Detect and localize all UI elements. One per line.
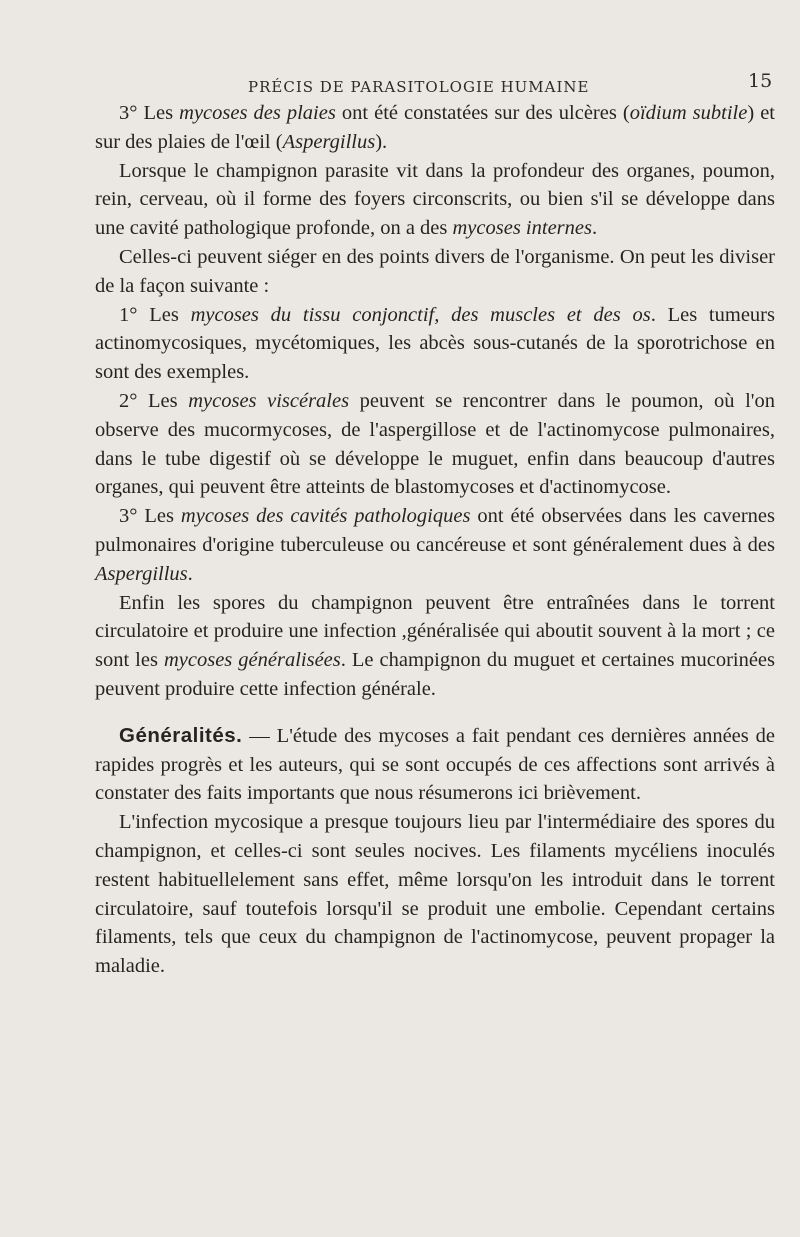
paragraph-generalites [95, 722, 775, 808]
text-run: . [187, 562, 193, 585]
text-run: Les [137, 505, 181, 528]
text-run: Les [137, 102, 180, 124]
text-run: Enfin les spores du champignon peuvent être entraînées dans le torrent circulatoire et produire une infection ,généralisée qui aboutit souvent à la mort ; ce sont les [95, 591, 775, 672]
paragraph-cavites-pathologiques [95, 502, 775, 588]
text-run: Les [137, 303, 191, 326]
text-run: peuvent se rencontrer dans le poumon, où l'on observe des mucormycoses, de l'aspergillose et de l'actinomycose pulmonaires, dans le tube digestif où se développe le muguet, enfin dans beaucoup d'autres organes, qui peuvent être atteints de blastomycoses et d'actinomycose. [95, 389, 775, 499]
paragraph-tissu-conjonctif [95, 301, 775, 387]
paragraph-infection-mycosique: L'infection mycosique a presque toujours lieu par l'intermédiaire des spores du champignon, et celles-ci sont seules nocives. Les filaments mycéliens inoculés restent habituellelement sans effet, même lorsqu'on les introduit dans le torrent circulatoire, sauf toutefois lorsqu'il se produit une embolie. Cependant certains filaments, tels que ceux du champignon de l'actinomycose, peuvent propager la maladie. [95, 811, 775, 978]
section-heading: Généralités. [119, 723, 243, 747]
text-run: — L'étude des mycoses a fait pendant ces dernières années de rapides progrès et les auteurs, qui se sont occupés de ces affections sont arrivés à constater des faits importants que nous résumerons ici brièvement. [95, 724, 775, 805]
paragraph-mycoses-viscerales [95, 387, 775, 502]
text-run: . Les tumeurs actinomycosiques, mycétomiques, les abcès sous-cutanés de la sporotrichose en sont des exemples. [95, 303, 775, 384]
text-run: . Le champignon du muguet et certaines mucorinées peuvent produire cette infection générale. [95, 649, 776, 700]
running-title: PRÉCIS DE PARASITOLOGIE HUMAINE [248, 78, 590, 96]
italic-term: mycoses internes [452, 217, 592, 240]
list-number: 3° [119, 102, 138, 124]
italic-term: mycoses du tissu conjonctif, des muscles et des os [190, 303, 651, 326]
section-spacer [95, 704, 775, 722]
italic-term: mycoses des plaies [179, 102, 336, 124]
text-run: ). [375, 130, 388, 153]
text-run: Les [137, 389, 189, 412]
list-number: 2° [119, 389, 138, 412]
paragraph-mycoses-internes [95, 157, 775, 243]
text-run: ont été constatées sur des ulcères ( [335, 102, 630, 124]
paragraph-classification-intro: Celles-ci peuvent siéger en des points divers de l'organisme. On peut les diviser de la façon suivante : [95, 245, 775, 297]
page-body [95, 99, 775, 981]
italic-term: mycoses des cavités pathologiques [180, 505, 471, 528]
list-number: 3° [119, 505, 138, 528]
italic-term: mycoses viscérales [188, 389, 350, 412]
page-number: 15 [748, 70, 773, 92]
italic-term: Aspergillus [282, 130, 376, 153]
text-run: . [591, 217, 598, 240]
italic-term: Aspergillus [95, 562, 188, 585]
paragraph-mycoses-des-plaies [95, 99, 775, 157]
text-run: Lorsque le champignon parasite vit dans la profondeur des organes, poumon, rein, cerveau, où il forme des foyers circonscrits, ou bien s'il se développe dans une cavité pathologique profonde, on a des [95, 159, 775, 240]
italic-term: oïdium subtile [629, 102, 748, 124]
paragraph-mycoses-generalisees [95, 589, 775, 704]
text-run: ont été observées dans les cavernes pulmonaires d'origine tuberculeuse ou cancéreuse et sont généralement dues à des [95, 505, 775, 556]
text-run: ) et sur des plaies de l'œil ( [95, 102, 776, 153]
italic-term: mycoses généralisées [163, 649, 341, 672]
list-number: 1° [119, 303, 138, 326]
